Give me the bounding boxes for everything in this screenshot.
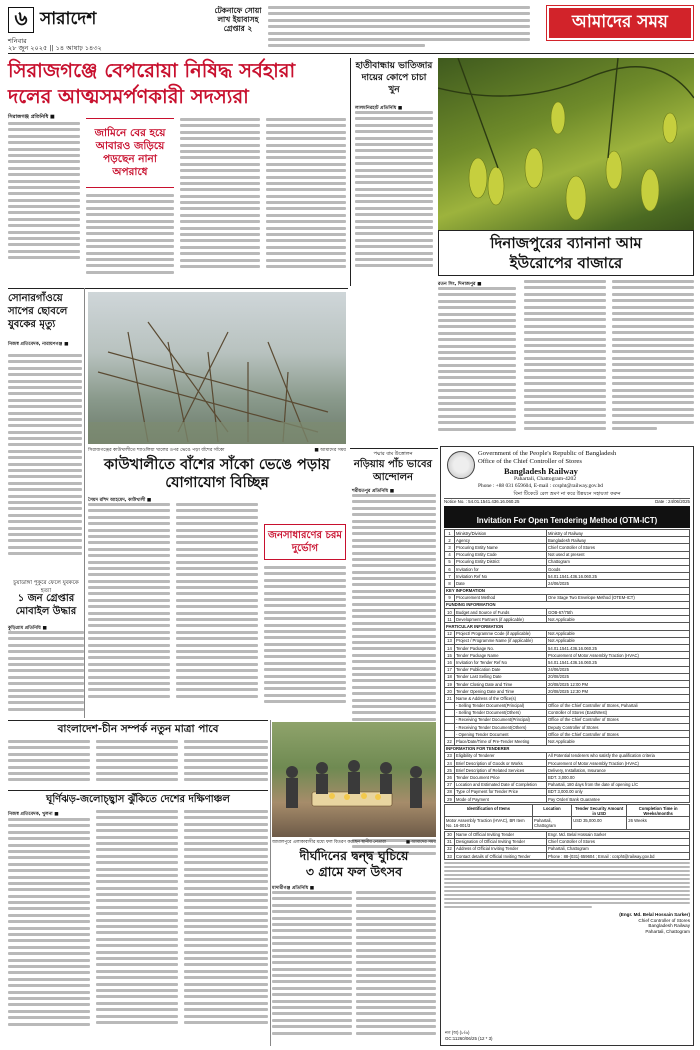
tender-row-label: Date xyxy=(455,580,547,587)
bridge-headline: কাউখালীতে বাঁশের সাঁকো ভেঙে পড়ায় যোগাযোগ বিচ্ছিন্ন xyxy=(104,457,330,491)
festival-kicker: মাদারীগঞ্জ প্রতিনিধি ■ xyxy=(272,886,315,891)
tender-row-label: Agency xyxy=(455,537,547,544)
tender-row-number: 22 xyxy=(445,738,455,745)
tender-row xyxy=(445,688,690,695)
tender-row-label: - Selling Tender Document(Others) xyxy=(455,709,547,716)
tender-gov-line-2: Office of the Chief Controller of Stores xyxy=(478,458,582,465)
festival-caption-text: জামালপুরে এলাকাবাসীর মধ্যে ফল বিতরণ করছেন স্থানীয় নেতারা xyxy=(272,840,386,845)
lead-headline xyxy=(8,58,308,110)
tender-row-value: Pahartali, 180 days from the date of opening L/C xyxy=(547,781,690,788)
side-kicker: লালমনিরহাট প্রতিনিধি ■ xyxy=(355,106,403,111)
tender-row-number: 5 xyxy=(445,558,455,565)
tender-row xyxy=(445,767,690,774)
lead-body-col-3 xyxy=(180,118,260,284)
tender-row-value xyxy=(547,695,690,702)
tender-row-value: BDT. 3,000.00 xyxy=(547,774,690,781)
tender-row-label: - Receiving Tender Document(Principal) xyxy=(455,716,547,723)
tender-row-value: Not Applicable xyxy=(547,616,690,623)
tender-row-number: 21 xyxy=(445,695,455,702)
header-rule xyxy=(8,53,694,54)
tender-row-number: 16 xyxy=(445,659,455,666)
tender-row-number xyxy=(445,702,455,709)
tender-row-number: 10 xyxy=(445,609,455,616)
tender-row-label: Tender Opening Date and Time xyxy=(455,688,547,695)
tender-row-value: GOB-67/75th xyxy=(547,609,690,616)
cyclone-body-col-2 xyxy=(96,810,178,1046)
tender-row-value: Procurement of Motor Assembly Traction (HVAC) xyxy=(547,760,690,767)
tender-row xyxy=(445,781,690,788)
mango-tree-graphic xyxy=(438,58,694,256)
issue-date: ২৮ জুন ২০২৫ || ১৪ আষাঢ় ১৪৩২ xyxy=(8,44,102,52)
bridge-photo xyxy=(88,292,346,444)
tender-row-value: Not Applicable xyxy=(547,630,690,637)
cyclone-headline: ঘূর্ণিঝড়-জলোচ্ছ্বাস ঝুঁকিতে দেশের দক্ষিণাঞ্চল xyxy=(46,794,230,805)
teaser-line-2: লাখ ইয়াবাসহ xyxy=(217,15,259,24)
tender-row xyxy=(445,594,690,601)
tender-row xyxy=(445,738,690,745)
china-body-col-2 xyxy=(96,740,178,786)
tender-proc-row xyxy=(445,838,690,845)
tender-lot-header-row xyxy=(445,805,690,817)
lead-body-col-1 xyxy=(8,122,80,267)
bridge-caption-text: সিরাজগঞ্জের কাউখালীতে শ্যাওলিয়া খালের ওপর ভেঙে পড়া বাঁশের সাঁকো xyxy=(88,448,225,453)
tender-lot-cell: 26 Weeks xyxy=(627,817,690,829)
bridge-body-col-3 xyxy=(264,566,346,717)
tender-section-heading: FUNDING INFORMATION xyxy=(445,601,690,608)
tender-row-number: 12 xyxy=(445,630,455,637)
tender-row-value: Office of the Chief Controller of Stores, Pahartali xyxy=(547,702,690,709)
tender-row xyxy=(445,645,690,652)
tender-lot-header: Location xyxy=(532,805,571,817)
tender-sign-org: Bangladesh Railway xyxy=(648,923,690,929)
snake-headline: সোনারগাঁওয়ে সাপের ছোবলে যুবকের মৃত্যু xyxy=(8,293,68,330)
railway-story-headline: নড়িয়ায় পাঁচ ভাবের আন্দোলন xyxy=(353,459,433,483)
tender-row-label: - Selling Tender Document(Principal) xyxy=(455,702,547,709)
tender-row xyxy=(445,788,690,795)
tender-row-value: 54.01.1541.436.16.060.25 xyxy=(547,645,690,652)
snake-kicker: নিজস্ব প্রতিবেদক, নারায়ণগঞ্জ ■ xyxy=(8,342,69,347)
masthead-logo xyxy=(547,6,693,40)
tender-row-number: 24 xyxy=(445,760,455,767)
tender-row-number: 9 xyxy=(445,594,455,601)
tender-row xyxy=(445,565,690,572)
tender-address: Pahartali, Chattogram-4202 xyxy=(514,476,577,482)
mango-headline-line-1: দিনাজপুরের ব্যানানা আম xyxy=(490,234,642,252)
tender-sign-name: (Engr. Md. Belal Hossain Sarker) xyxy=(619,912,690,918)
tender-row-number xyxy=(445,709,455,716)
page-number: ৬ xyxy=(14,5,28,30)
cyclone-body-col-1 xyxy=(8,818,90,1046)
mobile-body xyxy=(8,631,84,717)
bridge-graphic xyxy=(88,292,346,444)
tender-row-value: Office of the Chief Controller of Stores xyxy=(547,716,690,723)
tender-row-number: 30 xyxy=(445,831,455,838)
tender-lot-table xyxy=(444,804,690,829)
lead-pullquote-box xyxy=(86,118,174,188)
tender-row xyxy=(445,774,690,781)
tender-row-label: - Receiving Tender Document(Others) xyxy=(455,724,547,731)
cyclone-kicker: নিজস্ব প্রতিবেদক, খুলনা ■ xyxy=(8,812,59,817)
tender-row-label: Development Partners (if applicable) xyxy=(455,616,547,623)
tender-row-number: 19 xyxy=(445,680,455,687)
tender-signature-block xyxy=(444,912,690,934)
tender-row xyxy=(445,659,690,666)
tender-row-label: Tender Package Name xyxy=(455,652,547,659)
tender-row-number: 14 xyxy=(445,645,455,652)
bridge-body-col-1 xyxy=(88,503,170,717)
tender-notice xyxy=(440,446,694,1046)
festival-graphic xyxy=(272,722,436,837)
tender-row xyxy=(445,623,690,630)
tender-footer-code-1: নগ (অ) (৮/৬) xyxy=(445,1030,470,1035)
tender-row xyxy=(445,680,690,687)
tender-row-label: Address of Official Inviting Tender xyxy=(455,845,547,852)
tender-row-number xyxy=(445,731,455,738)
tender-row-value: Deputy Controller of Stores xyxy=(547,724,690,731)
tender-row-number: 32 xyxy=(445,845,455,852)
tender-lot-header: Tender Security Amount in USD xyxy=(572,805,627,817)
festival-photo-credit: ■ আমাদের সময় xyxy=(405,840,436,845)
tender-row-number: 23 xyxy=(445,752,455,759)
tender-row xyxy=(445,731,690,738)
festival-body-col-1 xyxy=(272,891,352,1046)
tender-row-label: Invitation Ref No xyxy=(455,573,547,580)
china-body-col-1 xyxy=(8,740,90,786)
mango-photo xyxy=(438,58,694,256)
tender-row xyxy=(445,601,690,608)
china-body-col-3 xyxy=(184,740,268,786)
mobile-kicker: কুড়িগ্রাম প্রতিনিধি ■ xyxy=(8,626,47,631)
weekday: শনিবার xyxy=(8,37,27,45)
tender-gov-line-1: Government of the People's Republic of Bangladesh xyxy=(478,450,617,457)
side-rule xyxy=(350,58,351,286)
tender-row-value: Bangladesh Railway xyxy=(547,537,690,544)
tender-row-label: Ministry/Division xyxy=(455,530,547,537)
tender-conditions xyxy=(444,862,690,910)
tender-row-value: Engr. Md. Belal Hossain Sarker xyxy=(547,831,690,838)
bridge-box-text: জনসাধারণের চরম দুর্ভোগ xyxy=(268,530,342,554)
tender-row xyxy=(445,795,690,802)
tender-row-number xyxy=(445,724,455,731)
tender-row-number: 28 xyxy=(445,788,455,795)
tender-row-label: Type of Payment for Tender Price xyxy=(455,788,547,795)
lead-headline-line-1: সিরাজগঞ্জে বেপরোয়া নিষিদ্ধ সর্বহারা xyxy=(8,59,296,82)
tender-row xyxy=(445,573,690,580)
tender-row-value: 20/08/2025 12:00 PM xyxy=(547,680,690,687)
tender-row xyxy=(445,609,690,616)
tender-row xyxy=(445,616,690,623)
tender-row-label: Tender Publication Date xyxy=(455,666,547,673)
tender-row xyxy=(445,558,690,565)
tender-row-number: 17 xyxy=(445,666,455,673)
tender-row-label: - Opening Tender Document xyxy=(455,731,547,738)
tender-proc-row xyxy=(445,831,690,838)
tender-row-label: Tender Last Selling Date xyxy=(455,673,547,680)
tender-row-value: Goods xyxy=(547,565,690,572)
china-headline: বাংলাদেশ-চীন সম্পর্ক নতুন মাত্রা পাবে xyxy=(57,723,219,735)
column-rule-mid xyxy=(270,720,271,1046)
tender-row-value: Not used at present xyxy=(547,551,690,558)
tender-notice-date: Date : 24/06/2025 xyxy=(655,499,690,504)
tender-row xyxy=(445,637,690,644)
tender-row-number: 6 xyxy=(445,565,455,572)
tender-row-number: 33 xyxy=(445,853,455,860)
column-rule-left xyxy=(84,288,85,718)
side-body xyxy=(355,111,433,281)
tender-row-number: 26 xyxy=(445,774,455,781)
tender-lot-cell: Motor Assembly Traction (HVAC), BR Item No. 16-001/3 xyxy=(445,817,533,829)
tender-row xyxy=(445,587,690,594)
tender-row-number: 11 xyxy=(445,616,455,623)
tender-proc-table xyxy=(444,831,690,861)
lead-headline-line-2: দলের আত্মসমর্পণকারী সদস্যরা xyxy=(8,85,249,108)
tender-row-label: Tender Closing Date and Time xyxy=(455,680,547,687)
tender-lot-cell: USD 35,000.00 xyxy=(572,817,627,829)
snake-body xyxy=(8,354,82,574)
tender-row-label: Brief Description of Related Services xyxy=(455,767,547,774)
railway-story-overline: পদ্মার বাম উত্তোলন xyxy=(373,451,413,457)
tender-row-label: Project / Programme Name (if applicable) xyxy=(455,637,547,644)
tender-row-value: 24/06/2025 xyxy=(547,666,690,673)
cyclone-top-rule xyxy=(8,790,268,791)
tender-row-number: 25 xyxy=(445,767,455,774)
festival-headline-line-2: ৩ গ্রামে ফল উৎসব xyxy=(305,864,403,879)
tender-row xyxy=(445,544,690,551)
tender-row-value: Chief Controller of Stores xyxy=(547,544,690,551)
bridge-body-col-2 xyxy=(176,503,258,717)
tender-sign-place: Pahartali, Chattogram xyxy=(645,929,690,935)
tender-row xyxy=(445,530,690,537)
tender-row-label: Eligibility of Tenderer xyxy=(455,752,547,759)
tender-row-number: 7 xyxy=(445,573,455,580)
section-title: সারাদেশ xyxy=(40,9,97,29)
tender-row-label: Invitation for Tender Ref No xyxy=(455,659,547,666)
china-top-rule xyxy=(8,720,268,721)
tender-row xyxy=(445,695,690,702)
tender-org: Bangladesh Railway xyxy=(504,466,578,476)
tender-row-value: Not Applicable xyxy=(547,738,690,745)
tender-row-value: Procurement of Motor Assembly Traction (HVAC) xyxy=(547,652,690,659)
mango-headline-line-2: ইউরোপের বাজারে xyxy=(509,254,623,272)
tender-row-number: 15 xyxy=(445,652,455,659)
tender-notice-line xyxy=(444,498,690,505)
tender-row xyxy=(445,652,690,659)
page-number-box xyxy=(8,7,34,33)
bridge-kicker: সৈয়দ রশিদ আহমেদ, কাউখালী ■ xyxy=(88,498,152,503)
tender-proc-row xyxy=(445,853,690,860)
lead-body-col-2 xyxy=(86,194,174,284)
tender-row-number: 8 xyxy=(445,580,455,587)
tender-row-number: 18 xyxy=(445,673,455,680)
tender-row-value: 20/08/2025 xyxy=(547,673,690,680)
tender-row-label: Invitation for xyxy=(455,565,547,572)
tender-row-value: Controller of Stores (East/West) xyxy=(547,709,690,716)
tender-row-label: Procuring Entity District xyxy=(455,558,547,565)
tender-footer-codes xyxy=(445,1030,493,1042)
tender-row-number: 13 xyxy=(445,637,455,644)
tender-contact: Phone : +88 031 659604, E-mail : ccspht@railway.gov.bd xyxy=(478,483,603,489)
tender-row-number: 2 xyxy=(445,537,455,544)
tender-row xyxy=(445,666,690,673)
mango-headline-box xyxy=(438,230,694,276)
teaser-line-1: টেকনাফে সোয়া xyxy=(214,6,262,15)
tender-title: Invitation For Open Tendering Method (OTM-ICT) xyxy=(476,515,658,525)
tender-row-label: Budget and Source of Funds xyxy=(455,609,547,616)
festival-caption xyxy=(272,839,436,846)
tender-row-value: Phone : 88-(031) 659604 ; Email : ccspht@railway.gov.bd xyxy=(547,853,690,860)
bridge-box xyxy=(264,524,346,560)
tender-row-label: Name & Address of the Office(s) xyxy=(455,695,547,702)
tender-row xyxy=(445,673,690,680)
festival-headline-line-1: দীর্ঘদিনের দ্বন্দ্ব ঘুচিয়ে xyxy=(299,848,409,863)
tender-row-number: 20 xyxy=(445,688,455,695)
tender-row-label: Brief Description of Goods or Works xyxy=(455,760,547,767)
tender-row-label: Procuring Entity Name xyxy=(455,544,547,551)
tender-row-number xyxy=(445,716,455,723)
tender-row-label: Procurement Method xyxy=(455,594,547,601)
top-teaser-body xyxy=(268,6,530,50)
bridge-photo-credit: ■ আমাদের সময় xyxy=(314,448,346,453)
tender-row-label: Tender Document Price xyxy=(455,774,547,781)
tender-row-value: BDT 3,000.00 only xyxy=(547,788,690,795)
tender-proc-row xyxy=(445,845,690,852)
tender-row xyxy=(445,745,690,752)
tender-footer-code-2: GC:11260/06/25 (12 * 3) xyxy=(445,1036,493,1041)
tender-row-value: Chief Controller of Stores xyxy=(547,838,690,845)
tender-row-value: Ministry of Railway xyxy=(547,530,690,537)
mango-body-col-2 xyxy=(524,280,606,442)
tender-row xyxy=(445,716,690,723)
tender-row-number: 3 xyxy=(445,544,455,551)
tender-row xyxy=(445,537,690,544)
tender-motto: বিনা টিকেটে রেল ভ্রমণ না করে উন্নয়নে সহায়তা করুন xyxy=(513,491,621,497)
railway-story-rule xyxy=(350,448,438,449)
tender-row-value: Delivery, Installation, Insurance xyxy=(547,767,690,774)
tender-row-value: One Stage Two Envelope Method (OTEM-ICT) xyxy=(547,594,690,601)
tender-row xyxy=(445,580,690,587)
tender-row-number: 31 xyxy=(445,838,455,845)
tender-sign-title: Chief Controller of Stores xyxy=(638,917,690,923)
top-teaser xyxy=(212,6,264,33)
tender-row-number: 29 xyxy=(445,795,455,802)
tender-row-number: 1 xyxy=(445,530,455,537)
railway-story-kicker: শরীয়তপুর প্রতিনিধি ■ xyxy=(352,489,395,494)
tender-row xyxy=(445,724,690,731)
tender-section-heading: INFORMATION FOR TENDERER xyxy=(445,745,690,752)
tender-row-label: Project/ Programme Code (if applicable) xyxy=(455,630,547,637)
tender-row xyxy=(445,709,690,716)
railway-emblem-icon xyxy=(447,451,475,479)
mango-kicker: রতন সিং, দিনাজপুর ■ xyxy=(438,282,482,287)
lead-kicker: সিরাজগঞ্জ প্রতিনিধি ■ xyxy=(8,114,55,120)
tender-row-label: Procuring Entity Code xyxy=(455,551,547,558)
festival-photo xyxy=(272,722,436,837)
tender-row-label: Location and Estimated Date of Completion xyxy=(455,781,547,788)
cyclone-body-col-3 xyxy=(184,810,268,1046)
tender-row-value: 54.01.1541.436.16.060.25 xyxy=(547,573,690,580)
mango-body-col-1 xyxy=(438,287,516,442)
tender-row-number: 27 xyxy=(445,781,455,788)
tender-row-value: Office of the Chief Controller of Stores xyxy=(547,731,690,738)
tender-row xyxy=(445,551,690,558)
tender-section-heading: PARTICULAR INFORMATION xyxy=(445,623,690,630)
snake-top-rule xyxy=(8,288,348,289)
tender-row xyxy=(445,702,690,709)
festival-headline xyxy=(272,848,436,880)
tender-row-label: Place/Date/Time of Pre-Tender Meeting xyxy=(455,738,547,745)
tender-row-value: 20/08/2025 12:30 PM xyxy=(547,688,690,695)
tender-lot-cell: Pahartali, Chattogram xyxy=(532,817,571,829)
tender-lot-header: Completion Time in Weeks/months xyxy=(627,805,690,817)
masthead-text: আমাদের সময় xyxy=(572,12,668,32)
bridge-caption xyxy=(88,446,346,454)
tender-row-value: 24/06/2025 xyxy=(547,580,690,587)
tender-row-label: Name of Official Inviting Tender xyxy=(455,831,547,838)
lead-pullquote: জামিনে বের হয়ে আবারও জড়িয়ে পড়ছেন নানা অপরাধে xyxy=(94,127,166,178)
tender-row-number: 4 xyxy=(445,551,455,558)
tender-row-value: Not Applicable xyxy=(547,637,690,644)
tender-row-label: Tender Package No. xyxy=(455,645,547,652)
tender-row-label: Mode of Payment xyxy=(455,795,547,802)
side-headline: হাতীবান্ধায় ভাতিজার দায়ের কোপে চাচা খুন xyxy=(355,61,433,95)
lead-body-col-4 xyxy=(266,118,346,284)
tender-lot-row xyxy=(445,817,690,829)
tender-row-value: Pahartali, Chattogram xyxy=(547,845,690,852)
tender-lot-header: Identification of Items xyxy=(445,805,533,817)
tender-row-label: Contact details of Official Inviting Tender xyxy=(455,853,547,860)
mobile-headline: ১ জন গ্রেপ্তার মোবাইল উদ্ধার xyxy=(15,593,77,617)
tender-row-value: 54.01.1541.436.16.060.25 xyxy=(547,659,690,666)
tender-row xyxy=(445,752,690,759)
mobile-teaser: চুয়াডাঙ্গা পুকুরে ফেলে যুবককে হত্যা xyxy=(13,580,79,594)
tender-row-value: All Potential tenderers who satisfy the qualification criteria xyxy=(547,752,690,759)
tender-notice-no: Notice No. : 54.01.1541.436.16.060.25 xyxy=(444,499,520,504)
tender-row-value: Chattogram xyxy=(547,558,690,565)
mango-body-col-3 xyxy=(612,280,694,442)
tender-section-heading: KEY INFORMATION xyxy=(445,587,690,594)
festival-body-col-2 xyxy=(356,891,436,1046)
tender-row-label: Designation of Official Inviting Tender xyxy=(455,838,547,845)
tender-row xyxy=(445,760,690,767)
tender-title-bar xyxy=(444,506,690,528)
tender-info-table xyxy=(444,529,690,803)
tender-row-value: Pay Order/ Bank Guarantee xyxy=(547,795,690,802)
teaser-line-3: গ্রেপ্তার ২ xyxy=(223,24,253,33)
page-header xyxy=(0,0,700,52)
tender-row xyxy=(445,630,690,637)
